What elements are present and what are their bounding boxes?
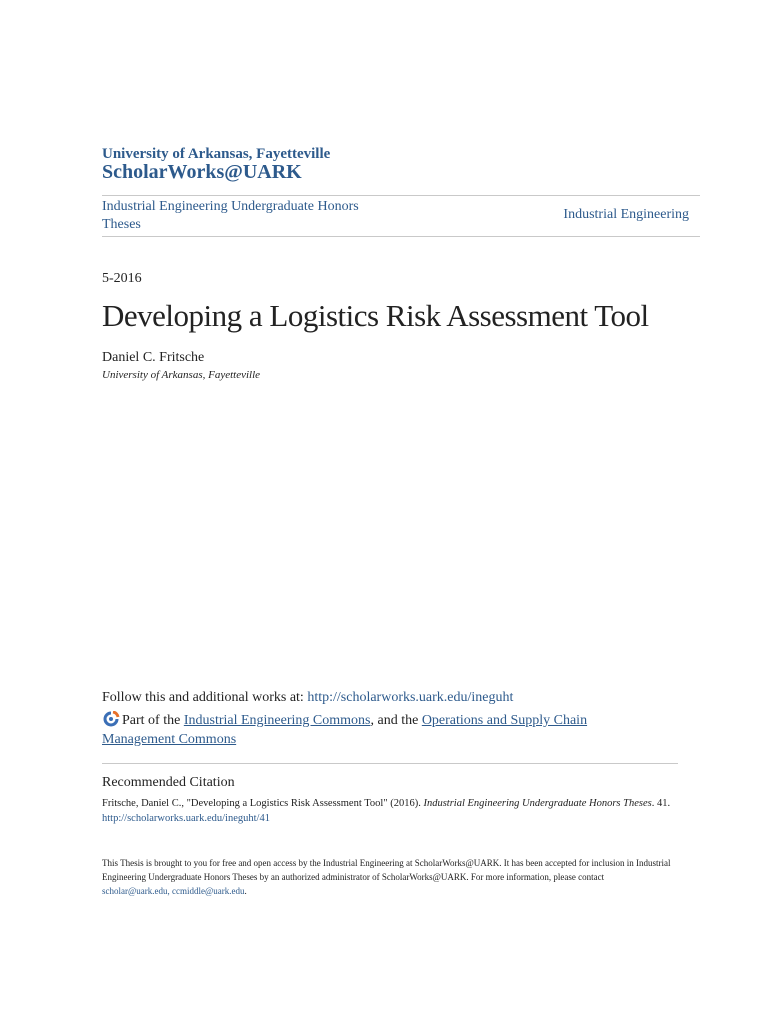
series-link[interactable]: Industrial Engineering Undergraduate Honors Theses (102, 199, 359, 232)
part-of-prefix: Part of the (122, 713, 184, 728)
operations-supply-chain-commons-link[interactable]: Operations and Supply Chain Management Commons (102, 713, 588, 747)
paper-title: Developing a Logistics Risk Assessment Tool (102, 298, 649, 333)
citation-url-link[interactable]: http://scholarworks.uark.edu/ineguht/41 (102, 813, 270, 824)
part-of-line (102, 711, 662, 749)
header-top-rule (102, 195, 700, 196)
citation-rule (102, 763, 678, 764)
notice-end: . (244, 886, 247, 896)
publication-date: 5-2016 (102, 271, 142, 286)
notice-text: This Thesis is brought to you for free and open access by the Industrial Engineering at ScholarWorks@UARK. It has been accepted for inclusion in Industrial Engineering Undergraduate Honors Theses by an authorized administrator of ScholarWorks@UARK. For more information, please contact (102, 858, 671, 882)
recommended-citation-heading: Recommended Citation (102, 775, 235, 790)
citation-number: . 41. (651, 798, 671, 809)
access-notice (102, 856, 682, 898)
follow-line (102, 690, 513, 706)
institution-name: University of Arkansas, Fayetteville (102, 146, 331, 162)
contact-emails-link[interactable]: scholar@uark.edu, ccmiddle@uark.edu (102, 886, 245, 896)
network-icon (102, 711, 120, 727)
citation-plain: Fritsche, Daniel C., "Developing a Logistics Risk Assessment Tool" (2016). (102, 798, 424, 809)
and-the-text: , and the (370, 713, 422, 728)
repository-name[interactable]: ScholarWorks@UARK (102, 161, 302, 183)
department-link[interactable]: Industrial Engineering (563, 207, 689, 222)
follow-prefix: Follow this and additional works at: (102, 690, 308, 705)
citation-series: Industrial Engineering Undergraduate Honors Theses (423, 798, 652, 809)
industrial-engineering-commons-link[interactable]: Industrial Engineering Commons (183, 713, 371, 728)
header-bottom-rule (102, 236, 700, 237)
author-affiliation: University of Arkansas, Fayetteville (102, 369, 261, 381)
follow-url-link[interactable]: http://scholarworks.uark.edu/ineguht (307, 690, 514, 705)
author-name: Daniel C. Fritsche (102, 350, 205, 365)
citation-text (102, 796, 682, 826)
